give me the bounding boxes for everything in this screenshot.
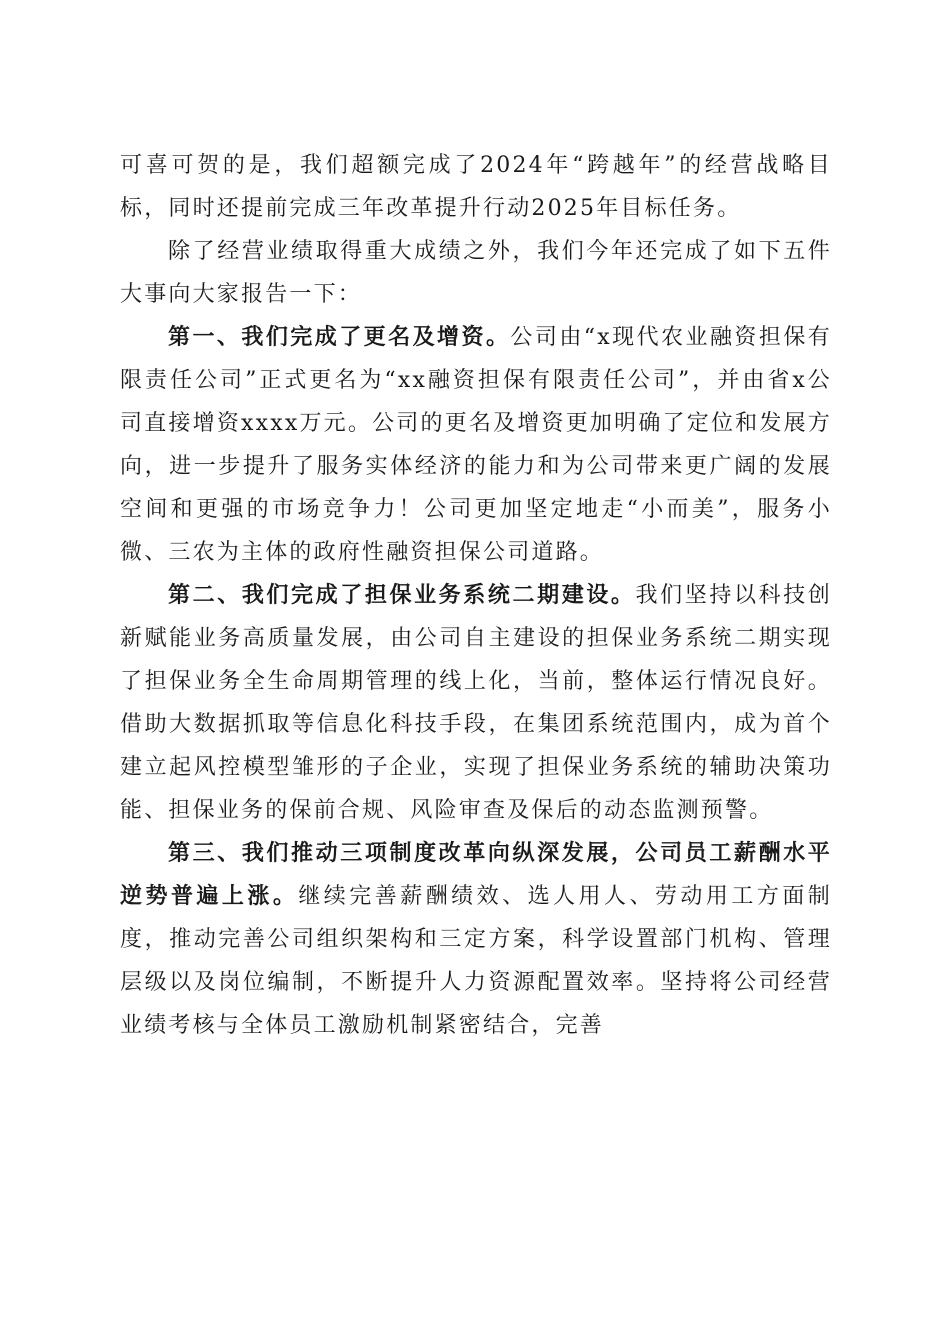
paragraph-five-events-intro: [120, 230, 832, 316]
paragraph-heading: 第一、我们完成了更名及增资。: [168, 324, 511, 350]
paragraph-third-event: [120, 832, 832, 1047]
paragraph-text: 可喜可贺的是，我们超额完成了2024年“跨越年”的经营战略目标，同时还提前完成三年改革提升行动2025年目标任务。: [120, 153, 832, 221]
paragraph-first-event: [120, 316, 832, 574]
paragraph-text: 公司由“x现代农业融资担保有限责任公司”正式更名为“xx融资担保有限责任公司”，并由省x公司直接增资xxxx万元。公司的更名及增资更加明确了定位和发展方向，进一步提升了服务实体经济的能力和为公司带来更广阔的发展空间和更强的市场竞争力！公司更加坚定地走“小而美”，服务小微、三农为主体的政府性融资担保公司道路。: [120, 325, 832, 565]
paragraph-heading: 第二、我们完成了担保业务系统二期建设。: [168, 582, 636, 608]
paragraph-text: 继续完善薪酬绩效、选人用人、劳动用工方面制度，推动完善公司组织架构和三定方案，科学设置部门机构、管理层级以及岗位编制，不断提升人力资源配置效率。坚持将公司经营业绩考核与全体员工激励机制紧密结合，完善: [120, 884, 833, 1038]
document-body: [120, 144, 832, 1047]
paragraph-text: 除了经营业绩取得重大成绩之外，我们今年还完成了如下五件大事向大家报告一下：: [120, 239, 832, 307]
paragraph-achievement-summary: [120, 144, 832, 230]
paragraph-heading: 第三、我们推动三项制度改革向纵深发展，公司员工薪酬水平逆势普遍上涨。: [120, 840, 832, 909]
paragraph-text: 我们坚持以科技创新赋能业务高质量发展，由公司自主建设的担保业务系统二期实现了担保业务全生命周期管理的线上化，当前，整体运行情况良好。借助大数据抓取等信息化科技手段，在集团系统范围内，成为首个建立起风控模型雏形的子企业，实现了担保业务系统的辅助决策功能、担保业务的保前合规、风险审查及保后的动态监测预警。: [120, 583, 832, 823]
paragraph-second-event: [120, 574, 832, 832]
